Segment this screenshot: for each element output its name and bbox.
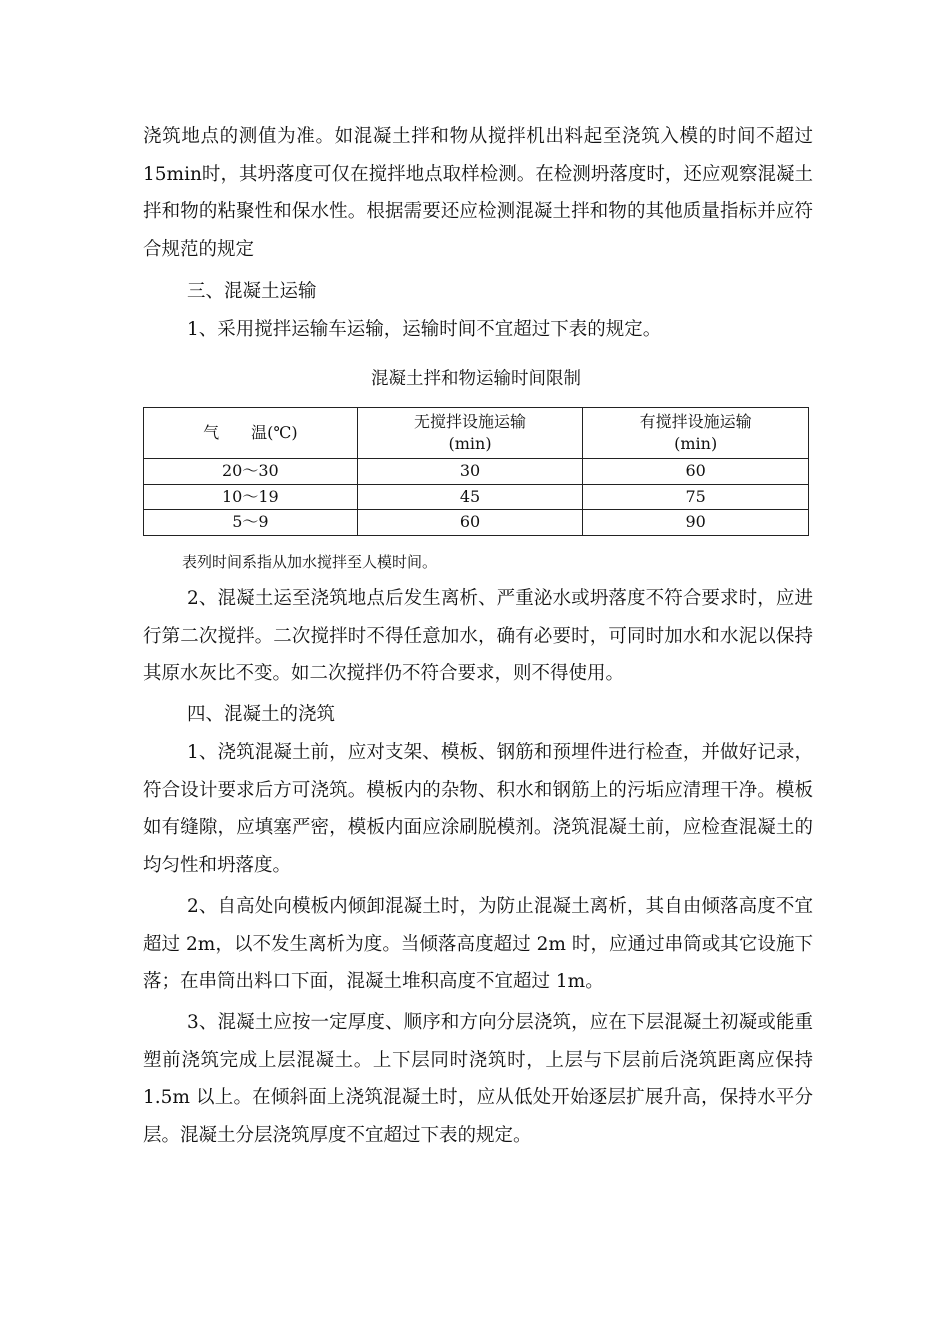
header-no-mixer: 无搅拌设施运输 (min) [357,408,583,459]
table-row [144,510,809,536]
cell-temperature: 10～19 [144,484,358,510]
paragraph-transport-vehicle: 1、采用搅拌运输车运输，运输时间不宜超过下表的规定。 [187,319,662,340]
cell-no-mixer: 45 [357,484,583,510]
table-title: 混凝土拌和物运输时间限制 [371,369,581,389]
paragraph-slump-check: 浇筑地点的测值为准。如混凝土拌和物从搅拌机出料起至浇筑入模的时间不超过15min时，其坍落度可仅在搅拌地点取样检测。在检测坍落度时，还应观察混凝土拌和物的粘聚性和保水性。根据需要还应检测混凝土拌和物的其他质量指标并应符合规范的规定 [143,126,813,260]
paragraph-remixing: 2、混凝土运至浇筑地点后发生离析、严重泌水或坍落度不符合要求时，应进行第二次搅拌。二次搅拌时不得任意加水，确有必要时，可同时加水和水泥以保持其原水灰比不变。如二次搅拌仍不符合要求，则不得使用。 [143,588,813,684]
paragraph-pre-pour-inspection: 1、浇筑混凝土前，应对支架、模板、钢筋和预埋件进行检查，并做好记录，符合设计要求后方可浇筑。模板内的杂物、积水和钢筋上的污垢应清理干净。模板如有缝隙，应填塞严密，模板内面应涂刷脱模剂。浇筑混凝土前，应检查混凝土的均匀性和坍落度。 [143,742,813,876]
table-row [144,459,809,485]
cell-temperature: 20～30 [144,459,358,485]
cell-with-mixer: 90 [583,510,809,536]
transport-time-table [143,407,809,536]
table-row [144,484,809,510]
cell-no-mixer: 30 [357,459,583,485]
section-heading-pouring: 四、混凝土的浇筑 [187,704,336,725]
section-heading-transport: 三、混凝土运输 [187,281,317,302]
header-with-mixer: 有搅拌设施运输 (min) [583,408,809,459]
table-note: 表列时间系指从加水搅拌至人模时间。 [182,553,438,571]
table-header-row [144,408,809,459]
cell-temperature: 5～9 [144,510,358,536]
cell-with-mixer: 60 [583,459,809,485]
header-temperature: 气 温(℃) [144,408,358,459]
paragraph-drop-height: 2、自高处向模板内倾卸混凝土时，为防止混凝土离析，其自由倾落高度不宜超过 2m，以不发生离析为度。当倾落高度超过 2m 时，应通过串筒或其它设施下落；在串筒出料口下面，混凝土堆积高度不宜超过 1m。 [143,896,813,992]
cell-no-mixer: 60 [357,510,583,536]
cell-with-mixer: 75 [583,484,809,510]
paragraph-layered-pouring: 3、混凝土应按一定厚度、顺序和方向分层浇筑，应在下层混凝土初凝或能重塑前浇筑完成上层混凝土。上下层同时浇筑时，上层与下层前后浇筑距离应保持 1.5m 以上。在倾斜面上浇筑混凝土时，应从低处开始逐层扩展升高，保持水平分层。混凝土分层浇筑厚度不宜超过下表的规定。 [143,1012,813,1146]
